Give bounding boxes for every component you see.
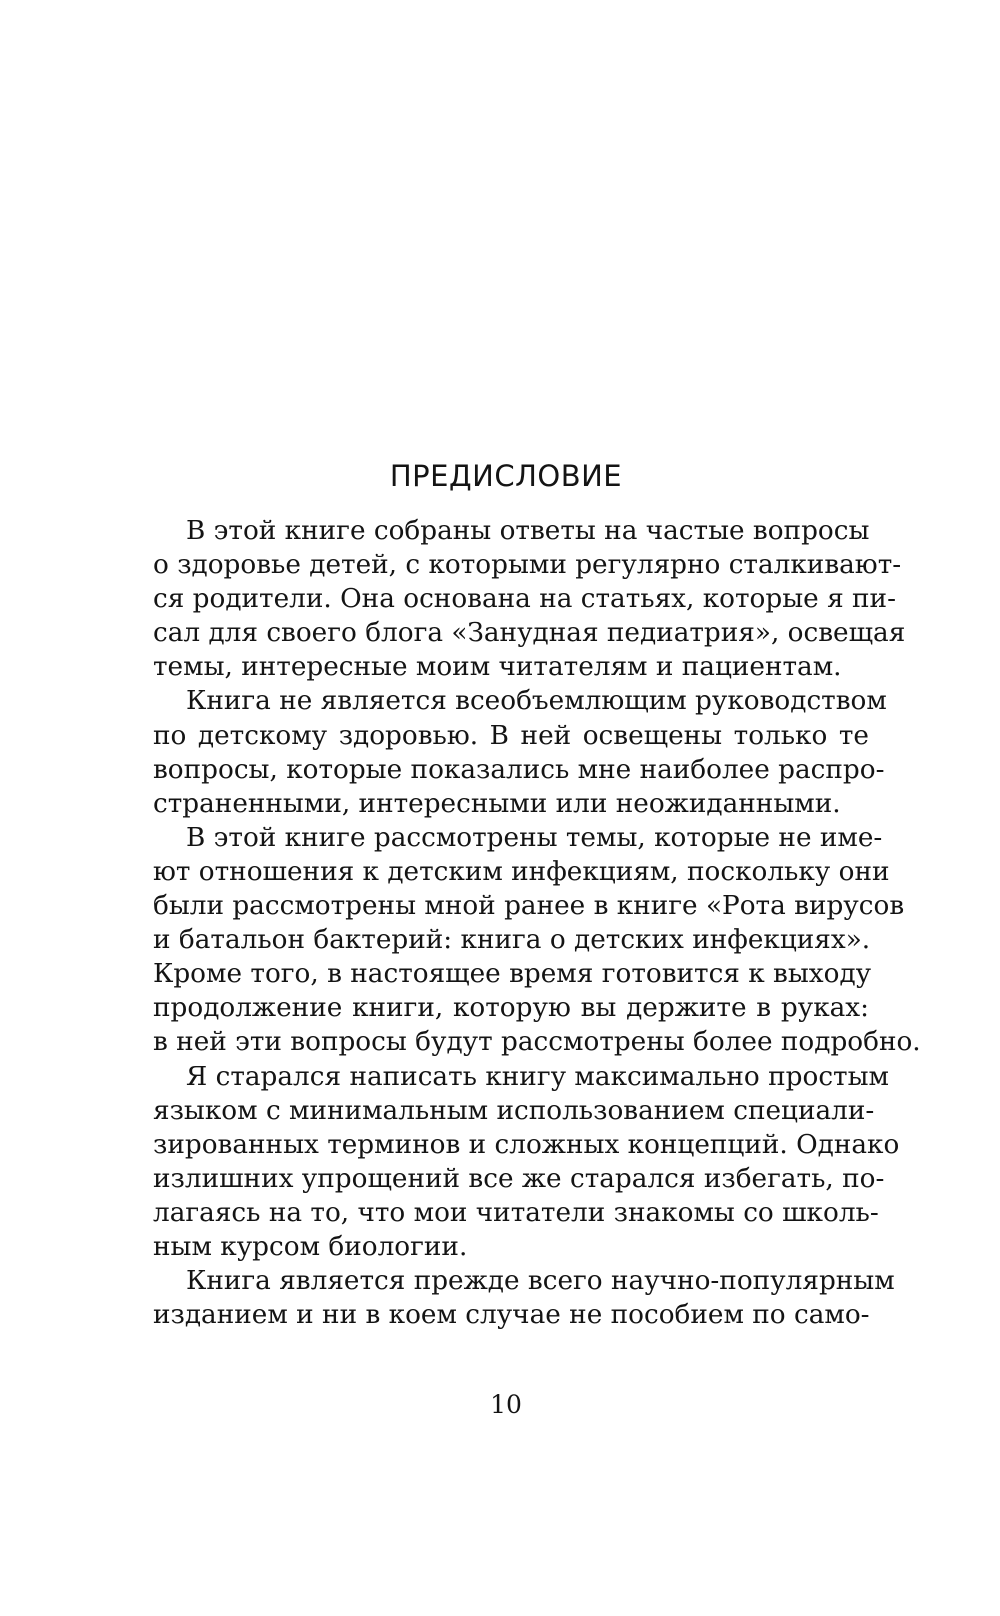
text-line: зированных терминов и сложных концепций. Однако xyxy=(153,1129,900,1160)
text-line: и батальон бактерий: книга о детских инфекциях». xyxy=(153,925,871,956)
text-line: сал для своего блога «Занудная педиатрия», освещая xyxy=(153,618,906,649)
text-line: лагаясь на то, что мои читатели знакомы со школь- xyxy=(153,1197,879,1228)
text-line: в ней эти вопросы будут рассмотрены более подробно. xyxy=(153,1027,921,1058)
text-line: языком с минимальным использованием специали- xyxy=(153,1095,875,1126)
text-line: ют отношения к детским инфекциям, поскольку они xyxy=(153,856,890,887)
text-line: Я старался написать книгу максимально простым xyxy=(186,1061,889,1092)
text-line: Кроме того, в настоящее время готовится к выходу xyxy=(153,959,872,990)
paragraph xyxy=(153,514,906,684)
text-line: были рассмотрены мной ранее в книге «Рота вирусов xyxy=(153,891,905,922)
paragraph xyxy=(153,1264,895,1332)
text-line: вопросы, которые показались мне наиболее распро- xyxy=(153,754,885,785)
text-line: темы, интересные моим читателям и пациентам. xyxy=(153,652,842,683)
page-number: 10 xyxy=(490,1390,522,1419)
paragraph xyxy=(153,684,887,820)
chapter-heading: ПРЕДИСЛОВИЕ xyxy=(389,459,623,493)
text-line: ным курсом биологии. xyxy=(153,1231,468,1262)
text-line: излишних упрощений все же старался избегать, по- xyxy=(153,1163,885,1194)
text-line: В этой книге собраны ответы на частые вопросы xyxy=(186,516,870,546)
text-line: по детскому здоровью. В ней освещены только те xyxy=(153,720,869,751)
body-text xyxy=(153,514,921,1332)
text-line: продолжение книги, которую вы держите в руках: xyxy=(153,993,869,1024)
text-line: ся родители. Она основана на статьях, которые я пи- xyxy=(153,584,896,615)
text-line: о здоровье детей, с которыми регулярно сталкивают- xyxy=(153,550,902,581)
text-line: В этой книге рассмотрены темы, которые не име- xyxy=(186,822,883,853)
text-line: страненными, интересными или неожиданными. xyxy=(153,788,841,819)
text-line: изданием и ни в коем случае не пособием по само- xyxy=(153,1300,870,1331)
text-line: Книга не является всеобъемлющим руководством xyxy=(186,686,887,717)
text-line: Книга является прежде всего научно-популярным xyxy=(186,1266,895,1297)
paragraph xyxy=(153,1060,900,1265)
paragraph xyxy=(153,821,921,1060)
